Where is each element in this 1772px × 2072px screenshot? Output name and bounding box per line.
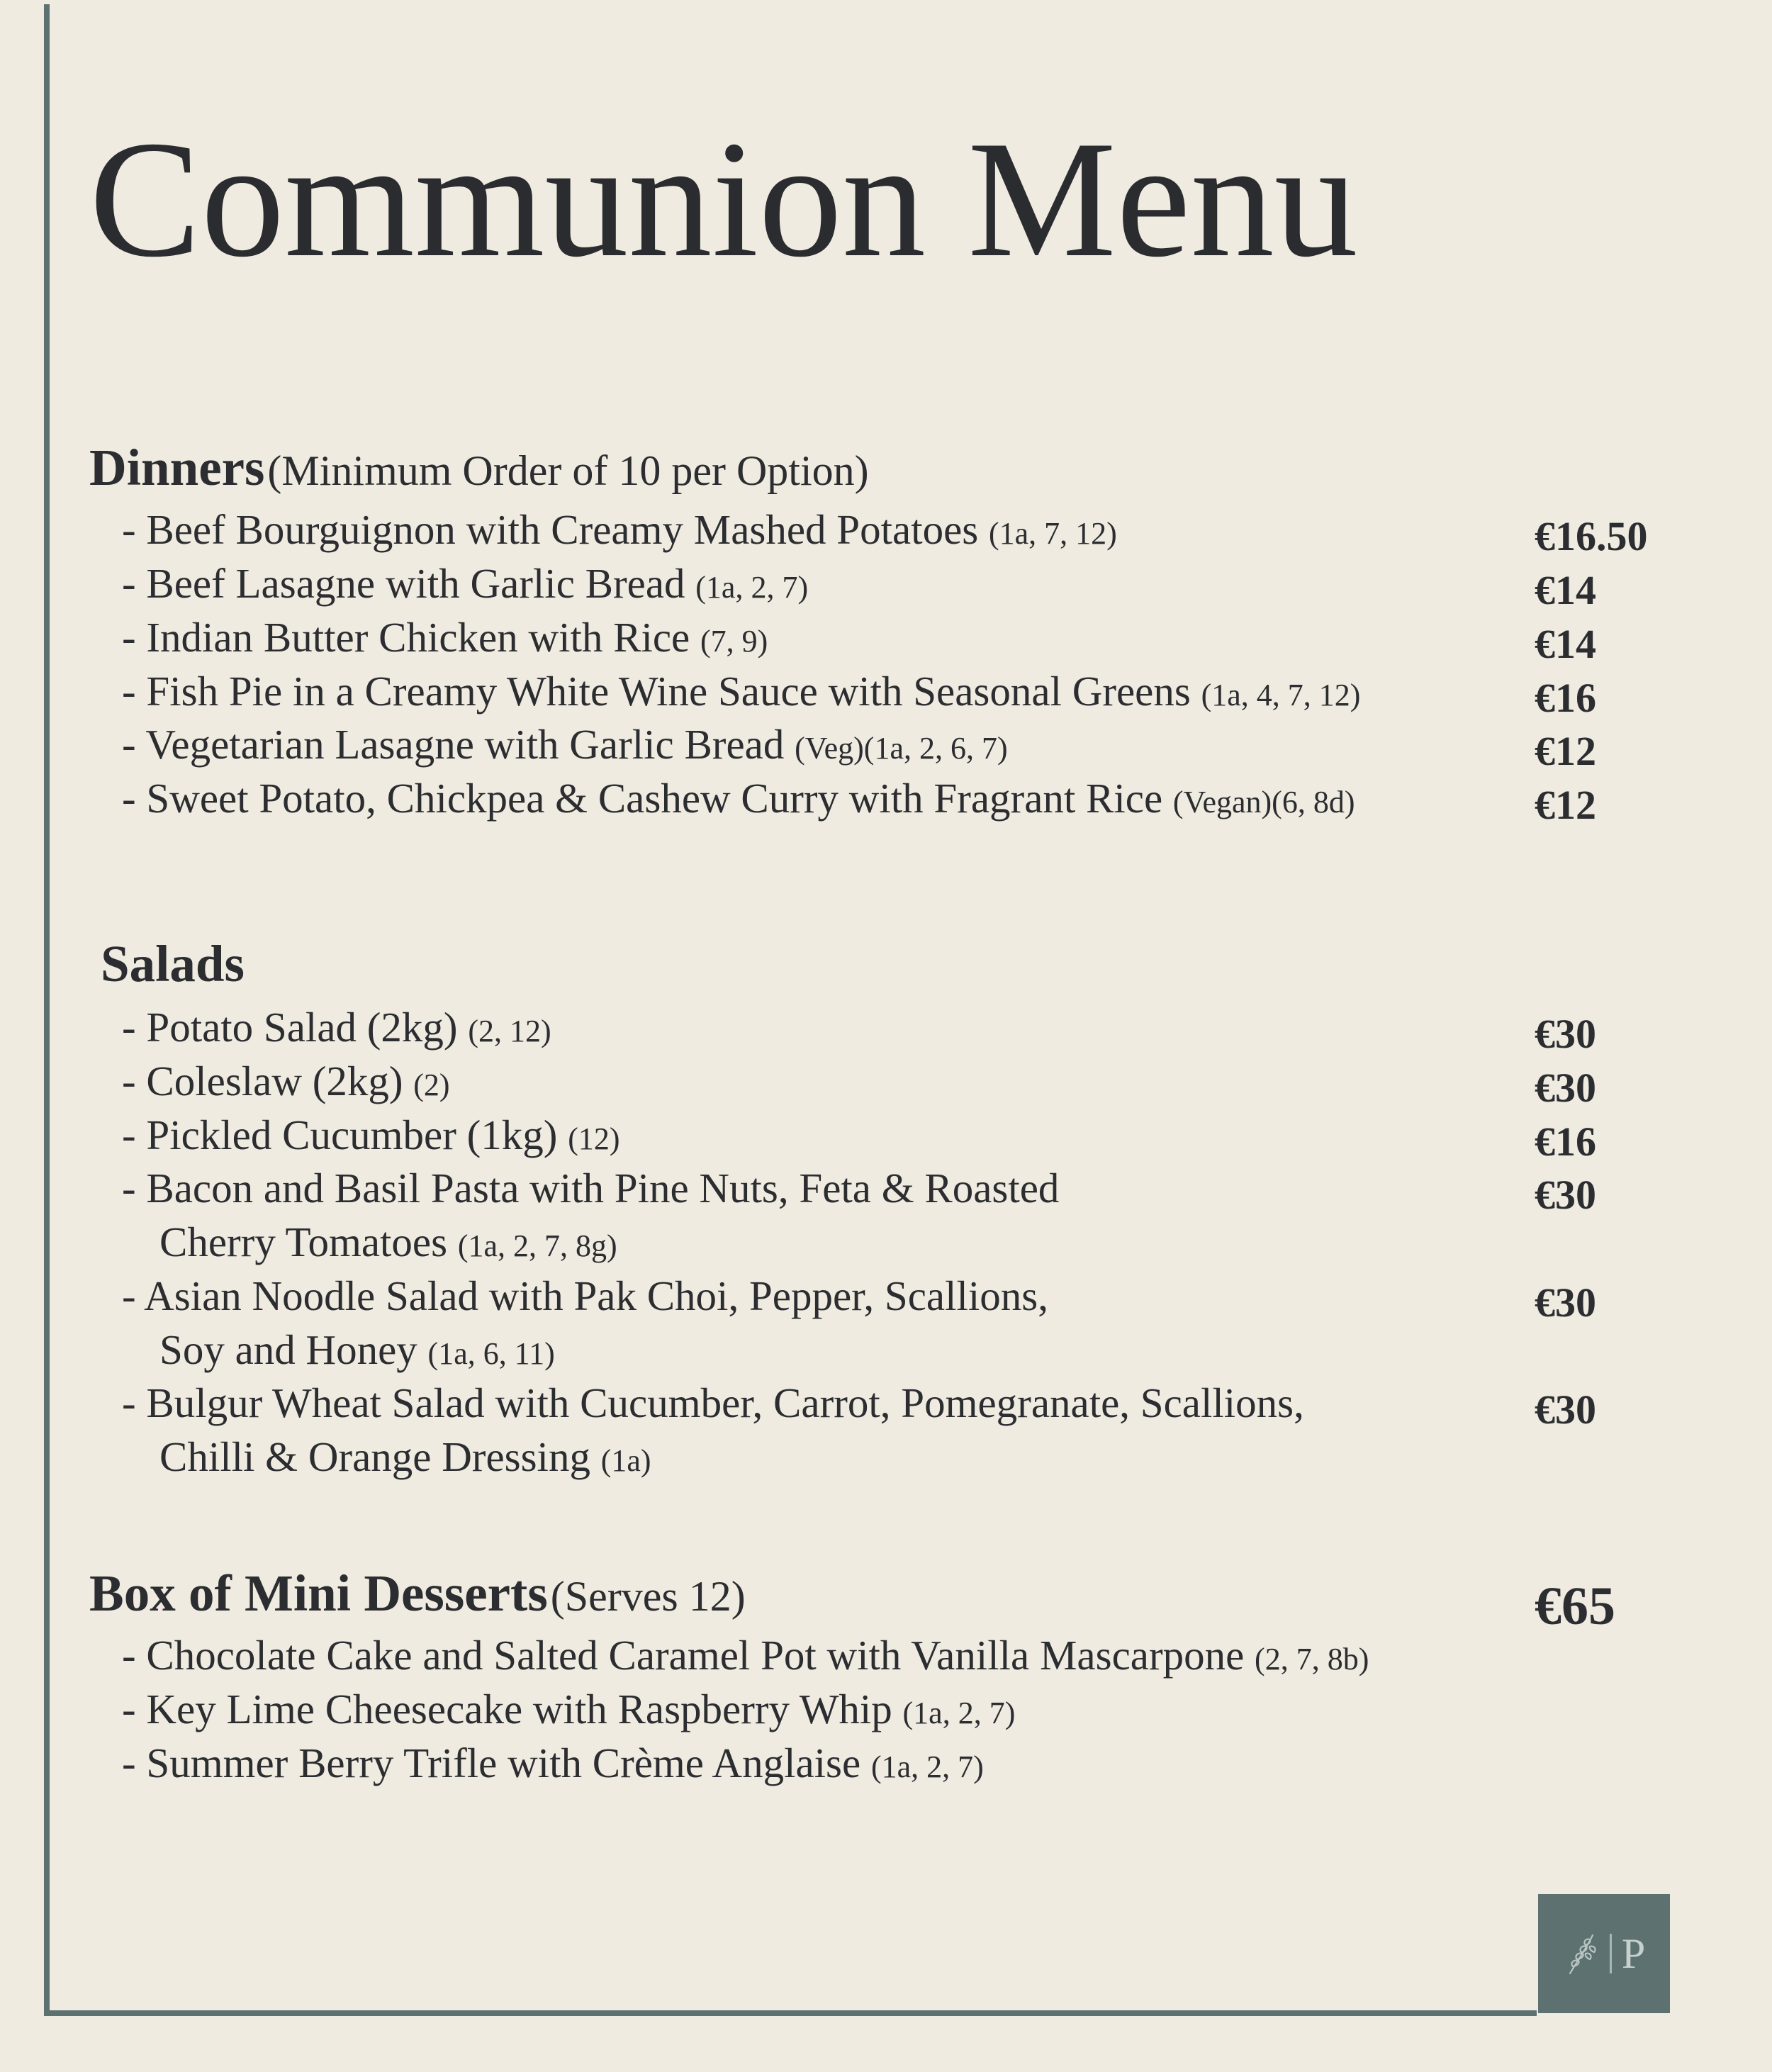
menu-item — [122, 1686, 1016, 1732]
item-allergens: (2) — [413, 1068, 450, 1102]
menu-item — [122, 1272, 1048, 1319]
frame-border-left — [44, 4, 50, 2016]
item-text: - Key Lime Cheesecake with Raspberry Whip — [122, 1686, 892, 1732]
section-heading-dinners — [89, 438, 869, 498]
item-price: €16 — [1535, 1119, 1596, 1165]
frame-border-bottom — [44, 2010, 1537, 2016]
item-text: - Bacon and Basil Pasta with Pine Nuts, Feta & Roasted — [122, 1165, 1060, 1211]
section-heading-salads — [101, 934, 245, 994]
item-text: - Summer Berry Trifle with Crème Anglaise — [122, 1740, 861, 1786]
item-allergens: (1a, 7, 12) — [988, 516, 1117, 551]
menu-item — [122, 1004, 551, 1051]
menu-item — [122, 1379, 1304, 1426]
menu-item — [122, 775, 1355, 822]
section-note: (Serves 12) — [550, 1573, 746, 1620]
item-text: - Asian Noodle Salad with Pak Choi, Pepper, Scallions, — [122, 1272, 1048, 1319]
menu-item — [122, 721, 1008, 768]
menu-item — [122, 1111, 620, 1158]
item-allergens: (12) — [568, 1121, 620, 1156]
item-price: €30 — [1535, 1387, 1596, 1433]
item-allergens: (2, 7, 8b) — [1255, 1642, 1369, 1676]
item-text: - Chocolate Cake and Salted Caramel Pot with Vanilla Mascarpone — [122, 1632, 1245, 1679]
item-price: €16 — [1535, 675, 1596, 721]
item-text: - Vegetarian Lasagne with Garlic Bread — [122, 721, 785, 768]
item-price: €12 — [1535, 728, 1596, 774]
menu-item — [122, 668, 1361, 715]
item-text: - Beef Lasagne with Garlic Bread — [122, 560, 685, 607]
item-text: - Fish Pie in a Creamy White Wine Sauce with Seasonal Greens — [122, 668, 1191, 715]
menu-item — [122, 614, 768, 661]
item-price: €16.50 — [1535, 513, 1648, 559]
menu-item — [122, 1167, 1059, 1209]
logo-divider — [1610, 1934, 1612, 1973]
item-price: €30 — [1535, 1279, 1596, 1326]
item-text: - Pickled Cucumber (1kg) — [122, 1111, 558, 1158]
item-text: - Coleslaw (2kg) — [122, 1058, 403, 1104]
item-allergens: (Vegan)(6, 8d) — [1172, 785, 1355, 819]
item-price: €30 — [1535, 1011, 1596, 1057]
item-allergens: (Veg)(1a, 2, 6, 7) — [795, 731, 1008, 766]
item-allergens: (1a, 4, 7, 12) — [1201, 678, 1361, 712]
item-allergens: (1a, 2, 7) — [695, 570, 809, 605]
section-title: Salads — [101, 935, 245, 992]
logo-letter: P — [1621, 1930, 1646, 1977]
item-text: - Sweet Potato, Chickpea & Cashew Curry with Fragrant Rice — [122, 775, 1163, 822]
menu-item-continuation — [159, 1221, 617, 1263]
brand-logo — [1538, 1894, 1670, 2013]
item-allergens: (1a, 2, 7, 8g) — [457, 1228, 617, 1263]
section-title: Dinners — [89, 439, 265, 496]
item-allergens: (1a, 6, 11) — [427, 1336, 555, 1371]
item-allergens: (1a) — [600, 1443, 651, 1478]
menu-item-continuation — [159, 1433, 651, 1480]
item-allergens: (7, 9) — [700, 624, 768, 659]
section-note: (Minimum Order of 10 per Option) — [267, 447, 869, 494]
item-price: €14 — [1535, 621, 1596, 667]
item-text: - Indian Butter Chicken with Rice — [122, 614, 690, 661]
item-text-cont: Cherry Tomatoes — [159, 1219, 448, 1265]
leaf-icon — [1563, 1931, 1600, 1976]
item-price: €30 — [1535, 1172, 1596, 1218]
menu-item — [122, 1742, 984, 1784]
menu-item — [122, 1632, 1369, 1679]
item-price: €14 — [1535, 567, 1596, 613]
item-allergens: (1a, 2, 7) — [902, 1696, 1016, 1730]
item-text: - Potato Salad (2kg) — [122, 1004, 458, 1051]
item-allergens: (1a, 2, 7) — [870, 1749, 984, 1784]
item-text-cont: Chilli & Orange Dressing — [159, 1433, 590, 1480]
item-allergens: (2, 12) — [468, 1014, 551, 1048]
menu-item — [122, 1060, 450, 1102]
item-text: - Beef Bourguignon with Creamy Mashed Potatoes — [122, 506, 979, 553]
item-text: - Bulgur Wheat Salad with Cucumber, Carrot, Pomegranate, Scallions, — [122, 1379, 1304, 1426]
menu-item — [122, 560, 809, 607]
section-price: €65 — [1535, 1577, 1615, 1636]
section-title: Box of Mini Desserts — [89, 1564, 548, 1622]
menu-item — [122, 506, 1117, 553]
page-title: Communion Menu — [89, 107, 1358, 292]
section-heading-desserts — [89, 1564, 746, 1623]
item-price: €30 — [1535, 1065, 1596, 1111]
menu-item-continuation — [159, 1326, 555, 1373]
item-price: €12 — [1535, 782, 1596, 828]
item-text-cont: Soy and Honey — [159, 1326, 417, 1373]
